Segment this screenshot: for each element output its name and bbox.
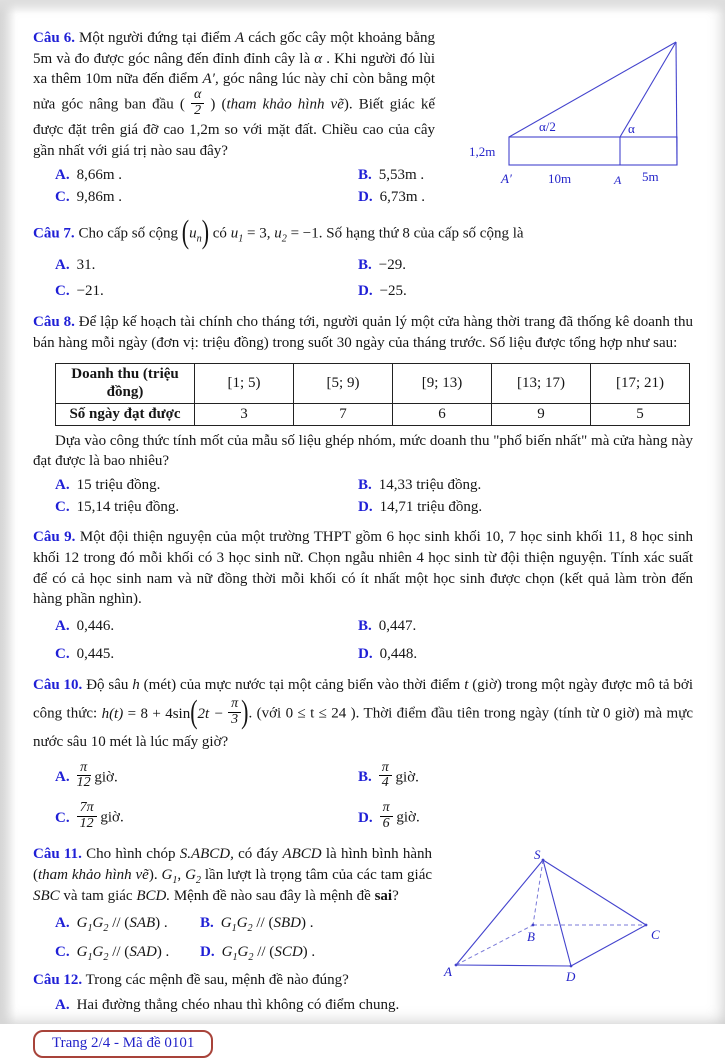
option-letter: D. bbox=[200, 944, 215, 961]
distance-10m-label: 10m bbox=[548, 171, 572, 186]
table-row-header bbox=[56, 363, 690, 404]
plane-name: SAB bbox=[129, 915, 156, 932]
option-letter: B. bbox=[358, 257, 372, 274]
domain-condition: 0 ≤ t ≤ 24 bbox=[285, 705, 347, 722]
q8-label: Câu 8. bbox=[33, 314, 75, 331]
math-sub-1: 1 bbox=[172, 874, 178, 886]
q8-options bbox=[55, 477, 693, 516]
text-run: Mệnh đề nào sau đây là mệnh đề bbox=[170, 887, 375, 904]
q6-option-b bbox=[358, 167, 435, 184]
math-var-G1: G bbox=[161, 866, 173, 883]
q7-label: Câu 7. bbox=[33, 225, 75, 242]
math-var-G1: G bbox=[76, 915, 88, 932]
footer-page-label: Trang 2/4 - Mã đề 0101 bbox=[52, 1034, 195, 1051]
fraction-answer bbox=[379, 761, 392, 791]
open-paren: ( bbox=[181, 212, 190, 250]
math-sub-2: 2 bbox=[247, 923, 253, 935]
parallel-symbol: // ( bbox=[108, 915, 130, 932]
option-letter: D. bbox=[358, 809, 373, 826]
option-text: 15 triệu đồng. bbox=[76, 477, 161, 494]
text-run: góc nâng lúc này chỉ còn bằng một nửa góc nâng ban đầu ( bbox=[33, 71, 435, 113]
point-a-prime-label: A′ bbox=[501, 171, 512, 186]
stand-height-label: 1,2m bbox=[469, 144, 496, 159]
math-var-BCD: BCD. bbox=[136, 887, 171, 904]
q11-option-a bbox=[55, 915, 200, 935]
option-letter: A. bbox=[55, 257, 70, 274]
option-letter: C. bbox=[55, 645, 70, 662]
option-letter: A. bbox=[55, 166, 70, 183]
fraction-numerator: 7π bbox=[77, 801, 97, 817]
fraction-answer bbox=[77, 801, 97, 831]
q10-option-d bbox=[358, 799, 693, 833]
math-sub-2: 2 bbox=[248, 952, 254, 964]
q6-options bbox=[55, 167, 435, 206]
math-var-u2: u bbox=[274, 225, 282, 242]
table-cell-bin: [17; 21) bbox=[591, 363, 690, 404]
formula-arg: 2t − bbox=[197, 705, 224, 722]
q9-text bbox=[33, 527, 693, 610]
fraction-pi-over-3 bbox=[228, 697, 241, 727]
fraction-denominator: 12 bbox=[76, 775, 91, 791]
text-run: (mét) của mực nước tại một cảng biển vào thời điểm bbox=[139, 676, 465, 693]
math-var-G2: G bbox=[237, 944, 249, 961]
emphasis-sai: sai bbox=[374, 887, 393, 904]
pyramid-hidden-edges bbox=[456, 860, 646, 965]
option-letter: A. bbox=[55, 915, 70, 932]
q10-option-c bbox=[55, 799, 358, 833]
table-cell-count: 7 bbox=[294, 404, 393, 426]
table-row-label: Doanh thu (triệu đồng) bbox=[56, 363, 195, 404]
distance-5m-label: 5m bbox=[642, 169, 659, 184]
math-sub-1: 1 bbox=[238, 233, 244, 245]
question-6 bbox=[33, 28, 693, 206]
q7-option-c bbox=[55, 283, 358, 300]
math-sub-2: 2 bbox=[103, 923, 109, 935]
text-run: ). Biết giác kế được đặt trên giá đỡ cao 1,2m so với mặt đất. Chiều cao của cây gần nhất với giá trị nào sau đây? bbox=[33, 96, 436, 160]
option-unit: giờ. bbox=[96, 809, 124, 826]
table-cell-count: 5 bbox=[591, 404, 690, 426]
q8-option-a bbox=[55, 477, 358, 494]
parallel-symbol: // ( bbox=[108, 944, 130, 961]
question-9 bbox=[33, 527, 693, 663]
math-var-G2: G bbox=[92, 944, 104, 961]
close-paren: ) . bbox=[302, 944, 316, 961]
math-var-G1: G bbox=[76, 944, 88, 961]
option-letter: C. bbox=[55, 809, 70, 826]
option-letter: C. bbox=[55, 283, 70, 300]
q7-option-a bbox=[55, 257, 358, 274]
text-run: và tam giác bbox=[59, 887, 137, 904]
math-var-A: A bbox=[235, 30, 245, 46]
angle-full-label: α bbox=[628, 121, 635, 136]
q8-followup-text: Dựa vào công thức tính mốt của mẫu số liệu ghép nhóm, mức doanh thu "phổ biến nhất" mà cửa hàng này đạt được là bao nhiêu? bbox=[33, 432, 693, 470]
fraction-answer bbox=[380, 801, 393, 831]
close-paren: ) . bbox=[156, 944, 170, 961]
text-run: . Khi người đó lùi xa thêm 10m nữa đến điểm bbox=[33, 50, 435, 88]
q8-text bbox=[33, 312, 693, 353]
math-var-u: u bbox=[189, 225, 197, 242]
math-var-A-prime: A′, bbox=[202, 71, 219, 88]
text-run: là hình bình hành ( bbox=[33, 846, 432, 883]
math-sub-1: 1 bbox=[87, 952, 93, 964]
q11-option-b bbox=[200, 915, 432, 935]
q9-option-a bbox=[55, 618, 358, 635]
option-text: 0,447. bbox=[378, 617, 417, 634]
text-run: (giờ) trong một ngày được mô tả bởi công thức: bbox=[33, 676, 694, 722]
fraction-denominator: 4 bbox=[381, 775, 389, 791]
math-sub-2: 2 bbox=[195, 874, 201, 886]
fraction-answer bbox=[77, 761, 91, 791]
fraction-denominator: 3 bbox=[231, 711, 239, 727]
q8-revenue-table bbox=[55, 363, 690, 426]
table-row-counts bbox=[56, 404, 690, 426]
plane-name: SBD bbox=[273, 915, 301, 932]
reference-note: tham khảo hình vẽ bbox=[38, 866, 149, 883]
fraction-numerator: α bbox=[191, 88, 204, 104]
point-a-label: A bbox=[614, 173, 622, 187]
option-letter: A. bbox=[55, 769, 70, 786]
table-cell-count: 9 bbox=[492, 404, 591, 426]
option-letter: A. bbox=[55, 617, 70, 634]
q7-options bbox=[55, 257, 693, 300]
fraction-numerator: π bbox=[228, 697, 241, 713]
q6-option-c bbox=[55, 189, 358, 206]
table-cell-bin: [13; 17) bbox=[492, 363, 591, 404]
fraction-numerator: π bbox=[77, 761, 91, 777]
table-cell-bin: [9; 13) bbox=[393, 363, 492, 404]
fraction-denominator: 12 bbox=[79, 815, 94, 831]
math-sub-2: 2 bbox=[103, 952, 109, 964]
q11-pyramid-diagram bbox=[438, 848, 693, 990]
q11-option-c bbox=[55, 944, 200, 964]
q8-option-c bbox=[55, 499, 358, 516]
math-var-t: t bbox=[464, 676, 469, 693]
math-var-SABCD: S.ABCD, bbox=[179, 846, 234, 863]
option-unit: giờ. bbox=[391, 769, 419, 786]
text-run: có bbox=[209, 225, 231, 242]
option-text: 9,86m . bbox=[76, 188, 123, 205]
q11-option-d bbox=[200, 944, 432, 964]
text-run: . Số hạng thứ 8 của cấp số cộng là bbox=[318, 225, 524, 242]
math-var-G1: G bbox=[220, 915, 232, 932]
formula-lhs: = 8 + 4sin bbox=[123, 705, 191, 722]
q6-option-a bbox=[55, 167, 358, 184]
q6-diagram-lines bbox=[509, 42, 677, 165]
text-run: Trong các mệnh đề sau, mệnh đề nào đúng? bbox=[82, 972, 349, 989]
vertex-D-label: D bbox=[566, 969, 576, 985]
option-letter: B. bbox=[358, 617, 372, 634]
option-letter: A. bbox=[55, 997, 70, 1014]
q11-label: Câu 11. bbox=[33, 846, 82, 863]
table-cell-bin: [1; 5) bbox=[195, 363, 294, 404]
fraction-numerator: π bbox=[380, 801, 393, 817]
fraction-denominator: 6 bbox=[382, 815, 390, 831]
vertex-B-label: B bbox=[527, 929, 535, 945]
q10-label: Câu 10. bbox=[33, 676, 83, 693]
q12-label: Câu 12. bbox=[33, 972, 83, 989]
option-text: 5,53m . bbox=[378, 166, 425, 183]
math-run: = 3, bbox=[243, 225, 275, 242]
close-paren: ) . bbox=[155, 915, 168, 932]
option-unit: giờ. bbox=[90, 769, 118, 786]
q9-option-b bbox=[358, 618, 693, 635]
option-text: 0,446. bbox=[76, 617, 115, 634]
option-letter: D. bbox=[358, 283, 373, 300]
option-text: 0,448. bbox=[379, 645, 418, 662]
angle-half-label: α/2 bbox=[539, 119, 556, 134]
text-run: . (với bbox=[248, 705, 286, 722]
q8-option-d bbox=[358, 499, 693, 516]
fraction-alpha-over-2 bbox=[191, 88, 204, 118]
q9-options bbox=[55, 618, 693, 663]
text-run: ). Thời điểm đầu tiên trong ngày (tính từ 0 giờ) mà mực nước sâu 10 mét là lúc mấy giờ? bbox=[33, 705, 694, 751]
text-run: lần lượt là trọng tâm của các tam giác bbox=[201, 866, 433, 883]
option-text: 6,73m . bbox=[379, 188, 426, 205]
option-text: 31. bbox=[76, 257, 96, 274]
scan-edge-top bbox=[0, 0, 725, 14]
plane-name: SCD bbox=[274, 944, 303, 961]
option-letter: C. bbox=[55, 944, 70, 961]
math-var-SBC: SBC bbox=[33, 887, 60, 904]
option-letter: D. bbox=[358, 499, 373, 516]
math-sub-2: 2 bbox=[281, 233, 287, 245]
option-text: −29. bbox=[378, 257, 406, 274]
scan-edge-left bbox=[0, 0, 16, 1024]
open-paren: ( bbox=[190, 692, 198, 731]
close-paren: ) . bbox=[300, 915, 314, 932]
math-var-h: h bbox=[132, 676, 140, 693]
q11-options bbox=[55, 915, 432, 964]
option-text: 15,14 triệu đồng. bbox=[76, 499, 180, 516]
question-8 bbox=[33, 312, 693, 516]
math-var-ABCD: ABCD bbox=[282, 846, 322, 863]
math-var-u1: u bbox=[230, 225, 239, 242]
depth-formula bbox=[101, 692, 249, 731]
option-text: 0,445. bbox=[76, 645, 115, 662]
table-cell-bin: [5; 9) bbox=[294, 363, 393, 404]
option-letter: D. bbox=[358, 645, 373, 662]
table-cell-count: 3 bbox=[195, 404, 294, 426]
text-run: Một đội thiện nguyện của một trường THPT gồm 6 học sinh khối 10, 7 học sinh khối 11, 8 học sinh khối 12 trong đó mỗi khối có 3 học sinh nữ. Chọn ngẫu nhiên 4 học sinh từ đội thiện nguyện. Tính xác suất để có cả học sinh nam và nữ đồng thời mỗi khối có ít nhất một học sinh được chọn (kết quả làm tròn đến hàng phần nghìn). bbox=[33, 529, 693, 608]
math-var-alpha: α bbox=[314, 50, 323, 67]
close-paren: ) bbox=[201, 212, 210, 250]
vertex-A-label: A bbox=[444, 964, 452, 980]
question-7 bbox=[33, 212, 693, 300]
math-sub-1: 1 bbox=[87, 923, 93, 935]
plane-name: SAD bbox=[129, 944, 157, 961]
text-run: ? bbox=[392, 887, 399, 904]
table-row-label: Số ngày đạt được bbox=[56, 404, 195, 426]
text-run: Để lập kế hoạch tài chính cho tháng tới, người quản lý một cửa hàng thời trang đã thống kê doanh thu bán hàng mỗi ngày (đơn vị: triệu đồng) trong suốt 30 ngày của tháng trước. Số liệu được tổng hợp như sau: bbox=[33, 314, 693, 351]
option-letter: D. bbox=[358, 188, 373, 205]
text-run: ). bbox=[148, 866, 162, 883]
formula-lhs-italic: h(t) bbox=[101, 705, 124, 722]
fraction-denominator: 2 bbox=[194, 102, 202, 118]
close-paren: ) bbox=[241, 692, 249, 731]
q6-label: Câu 6. bbox=[33, 30, 75, 46]
math-run: = −1 bbox=[286, 225, 319, 242]
parallel-symbol: // ( bbox=[253, 944, 275, 961]
text-run: có đáy bbox=[233, 846, 283, 863]
pyramid-solid-edges bbox=[456, 860, 646, 966]
fraction-numerator: π bbox=[379, 761, 392, 777]
parallel-symbol: // ( bbox=[252, 915, 274, 932]
option-letter: B. bbox=[358, 477, 372, 494]
question-10 bbox=[33, 674, 693, 833]
math-sub-1: 1 bbox=[231, 923, 237, 935]
q6-tree-angle-diagram bbox=[443, 30, 693, 190]
text-run: ) ( bbox=[204, 96, 227, 113]
q10-text bbox=[33, 674, 693, 755]
option-letter: B. bbox=[358, 166, 372, 183]
math-var-G2: G bbox=[92, 915, 104, 932]
option-letter: C. bbox=[55, 188, 70, 205]
q7-text bbox=[33, 212, 693, 250]
option-letter: B. bbox=[358, 769, 372, 786]
reference-note: tham khảo hình vẽ bbox=[226, 96, 344, 113]
text-run: Một người đứng tại điểm bbox=[74, 30, 236, 46]
math-sub-1: 1 bbox=[232, 952, 238, 964]
text-run: Độ sâu bbox=[82, 676, 133, 693]
pyramid-vertex-labels bbox=[443, 847, 660, 984]
math-var-G2: G bbox=[236, 915, 248, 932]
text-run: Cho cấp số cộng bbox=[74, 225, 182, 242]
option-text: −25. bbox=[379, 283, 407, 300]
vertex-S-label: S bbox=[534, 847, 541, 863]
text-run: , bbox=[177, 866, 186, 883]
option-text: −21. bbox=[76, 283, 104, 300]
math-var-G1: G bbox=[221, 944, 233, 961]
text-run: cách gốc cây một khoảng bằng 5m và đo được góc nâng đến đỉnh đỉnh cây là bbox=[33, 30, 435, 67]
q6-diagram-labels bbox=[469, 119, 659, 187]
q8-option-b bbox=[358, 477, 693, 494]
vertex-C-label: C bbox=[651, 927, 660, 943]
q10-option-a bbox=[55, 759, 358, 793]
text-run: Cho hình chóp bbox=[81, 846, 180, 863]
q10-option-b bbox=[358, 759, 693, 793]
option-text: Hai đường thẳng chéo nhau thì không có điểm chung. bbox=[76, 997, 400, 1014]
math-var-G2: G bbox=[185, 866, 196, 883]
q9-label: Câu 9. bbox=[33, 529, 76, 546]
table-cell-count: 6 bbox=[393, 404, 492, 426]
option-letter: B. bbox=[200, 915, 214, 932]
q10-options bbox=[55, 759, 693, 834]
q9-option-c bbox=[55, 646, 358, 663]
option-text: 8,66m . bbox=[76, 166, 123, 183]
option-letter: A. bbox=[55, 477, 70, 494]
q7-option-b bbox=[358, 257, 693, 274]
option-letter: C. bbox=[55, 499, 70, 516]
math-sub-n: n bbox=[196, 233, 202, 245]
page-footer-box bbox=[33, 1030, 213, 1058]
q6-option-d bbox=[358, 189, 435, 206]
option-unit: giờ. bbox=[392, 809, 420, 826]
q12-option-a bbox=[55, 995, 693, 1016]
q9-option-d bbox=[358, 646, 693, 663]
page-content bbox=[33, 28, 693, 1058]
option-text: 14,71 triệu đồng. bbox=[379, 499, 483, 516]
q7-option-d bbox=[358, 283, 693, 300]
option-text: 14,33 triệu đồng. bbox=[378, 477, 482, 494]
